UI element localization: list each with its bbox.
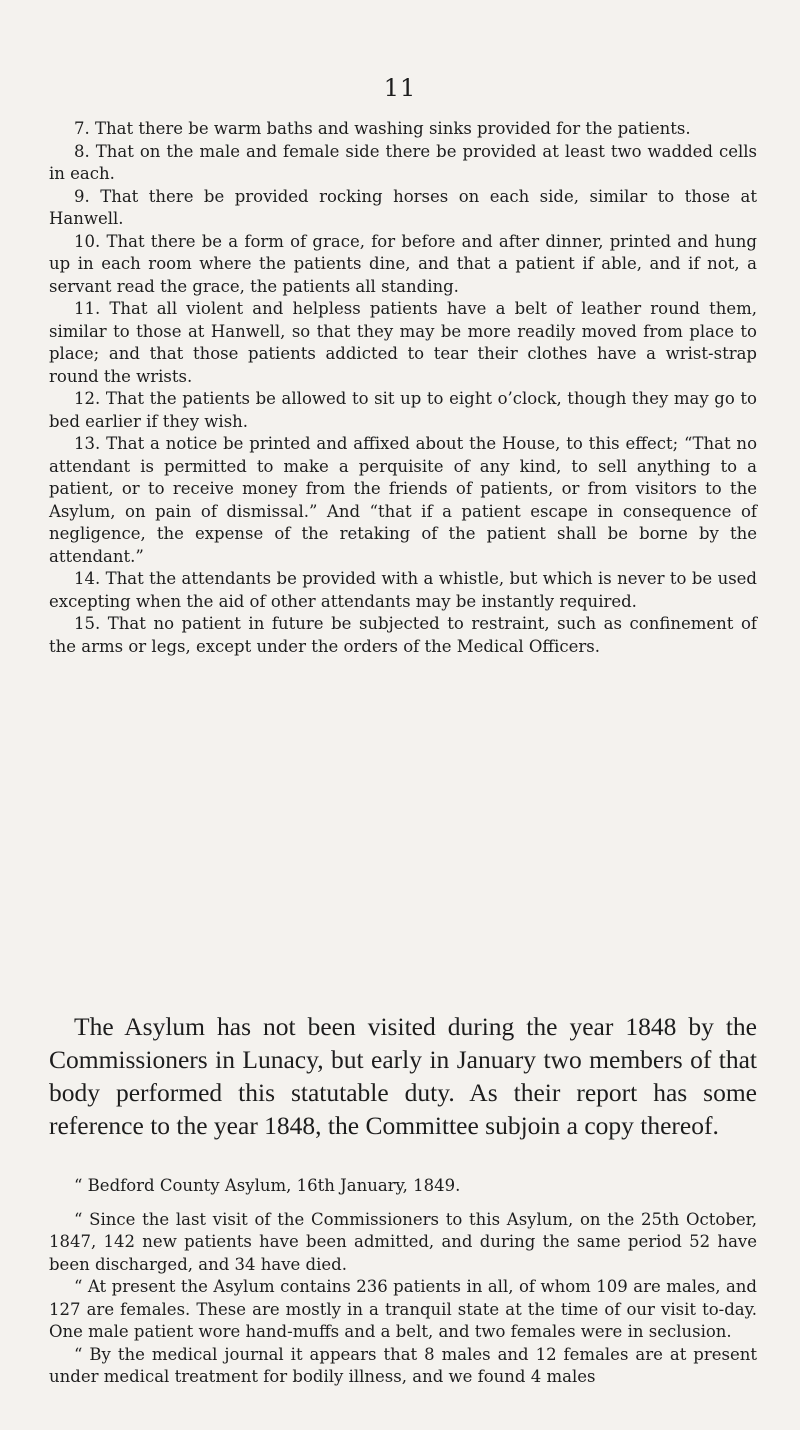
resolution-item: 9. That there be provided rocking horses on each side, similar to those at Hanwell. — [49, 186, 757, 228]
report-heading: “ Bedford County Asylum, 16th January, 1849. — [74, 1176, 461, 1195]
resolutions-list — [49, 118, 757, 658]
resolution-item: 12. That the patients be allowed to sit up to eight o’clock, though they may go to bed earlier if they wish. — [49, 389, 757, 431]
resolution-item: 11. That all violent and helpless patients have a belt of leather round them, similar to those at Hanwell, so that they may be more readily moved from place to place; and that those patients addicted to tear their clothes have a wrist-strap round the wrists. — [49, 299, 757, 386]
report-paragraph: “ By the medical journal it appears that 8 males and 12 females are at present under medical treatment for bodily illness, and we found 4 males — [49, 1344, 757, 1386]
resolution-item: 13. That a notice be printed and affixed about the House, to this effect; “That no attendant is permitted to make a perquisite of any kind, to sell anything to a patient, or to receive money from the friends of patients, or from visitors to the Asylum, on pain of dismissal.” And “that if a patient escape in consequence of negligence, the expense of the retaking of the patient shall be borne by the attendant.” — [49, 434, 757, 566]
resolution-item: 14. That the attendants be provided with a whistle, but which is never to be used excepting when the aid of other attendants may be instantly required. — [49, 569, 757, 611]
committee-statement: The Asylum has not been visited during the year 1848 by the Commissioners in Lunacy, but early in January two members of that body performed this statutable duty. As their report has some reference to the year 1848, the Committee subjoin a copy thereof. — [49, 1012, 757, 1140]
resolution-item: 8. That on the male and female side there be provided at least two wadded cells in each. — [49, 141, 757, 183]
commissioners-report — [49, 1175, 757, 1389]
report-paragraph: “ At present the Asylum contains 236 patients in all, of whom 109 are males, and 127 are females. These are mostly in a tranquil state at the time of our visit to-day. One male patient wore hand-muffs and a belt, and two females were in seclusion. — [49, 1277, 757, 1341]
resolution-item: 15. That no patient in future be subjected to restraint, such as confinement of the arms or legs, except under the orders of the Medical Officers. — [49, 614, 757, 656]
committee-statement-block — [49, 1010, 757, 1142]
resolution-item: 7. That there be warm baths and washing sinks provided for the patients. — [74, 119, 691, 138]
report-paragraph: “ Since the last visit of the Commissioners to this Asylum, on the 25th October, 1847, 142 new patients have been admitted, and during the same period 52 have been discharged, and 34 have died. — [49, 1209, 757, 1274]
resolution-item: 10. That there be a form of grace, for before and after dinner, printed and hung up in each room where the patients dine, and that a patient if able, and if not, a servant read the grace, the patients all standing. — [49, 231, 757, 296]
page-number: 11 — [383, 74, 417, 102]
